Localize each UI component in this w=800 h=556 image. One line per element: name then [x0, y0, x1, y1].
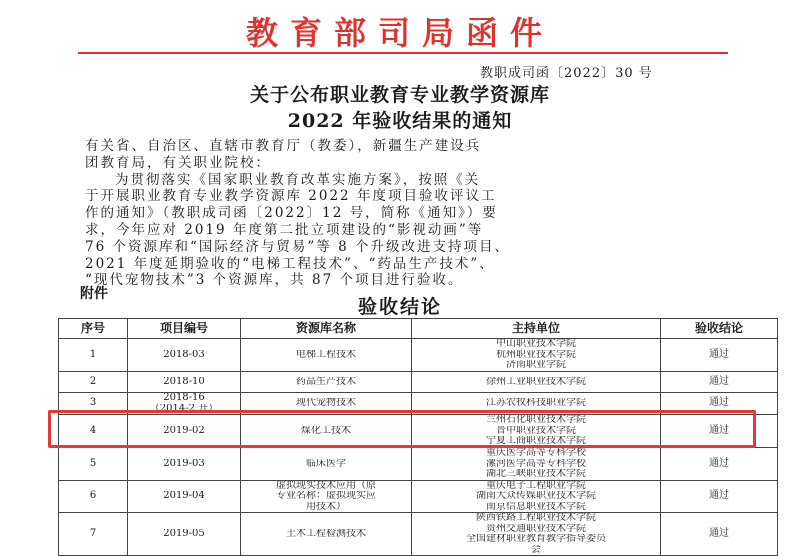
- cell-name-line: 电梯工程技术: [296, 349, 356, 360]
- cell-host: [412, 393, 661, 415]
- table-row: [59, 415, 778, 448]
- document-title-line-2: 2022 年验收结果的通知: [287, 110, 513, 132]
- cell-name-line: 专业名称：虚拟现实应: [276, 491, 376, 501]
- cell-host-line: 宁夏工商职业技术学院: [486, 436, 586, 447]
- cell-host-line: 湖北三峡职业技术学院: [486, 469, 586, 479]
- cell-name: [241, 415, 412, 448]
- cell-host-line: 会: [531, 544, 541, 555]
- cell-host-line: 晋中职业技术学院: [496, 425, 576, 436]
- cell-name-line: 药品生产技术: [296, 376, 356, 387]
- cell-result: 通过: [661, 513, 778, 556]
- cell-code: [128, 448, 241, 481]
- cell-no: 4: [59, 415, 128, 448]
- cell-host: [412, 480, 661, 513]
- cell-result: 通过: [661, 372, 778, 393]
- col-header-result: 验收结论: [661, 319, 778, 339]
- cell-code: [128, 372, 241, 393]
- cell-code-line: 2018-03: [163, 349, 205, 360]
- cell-name-line: 虚拟现实技术应用（原: [276, 480, 376, 491]
- cell-no: 1: [59, 339, 128, 372]
- cell-code-line: 2018-10: [163, 376, 205, 387]
- cell-code-line: 2019-05: [163, 528, 205, 539]
- cell-name: [241, 480, 412, 513]
- attachment-label: 附件: [80, 286, 108, 302]
- body-line: 于开展职业教育专业教学资源库 2022 年度项目验收评议工: [85, 188, 497, 205]
- cell-host-line: 徐州工业职业技术学院: [486, 376, 586, 387]
- cell-host-line: 中山职业技术学院: [496, 339, 576, 350]
- table-row: [59, 513, 778, 556]
- cell-code: [128, 339, 241, 372]
- cell-host-line: 湖南大众传媒职业技术学院: [476, 491, 596, 501]
- cell-code-line: （2014-2 升）: [149, 403, 219, 414]
- col-header-code: 项目编号: [128, 319, 241, 339]
- cell-name: [241, 393, 412, 415]
- cell-no: 3: [59, 393, 128, 415]
- table-row: [59, 480, 778, 513]
- table-header-row: [59, 319, 778, 339]
- cell-no: 2: [59, 372, 128, 393]
- cell-code: [128, 513, 241, 556]
- col-header-name: 资源库名称: [241, 319, 412, 339]
- cell-no: 7: [59, 513, 128, 556]
- cell-name: [241, 448, 412, 481]
- cell-name-line: 土木工程检测技术: [286, 528, 366, 539]
- cell-name-line: 现代宠物技术: [296, 398, 356, 409]
- document-title-line-1: 关于公布职业教育专业教学资源库: [249, 84, 550, 106]
- cell-name-line: 煤化工技术: [301, 425, 351, 436]
- cell-code: [128, 393, 241, 415]
- cell-name: [241, 339, 412, 372]
- body-line: 求，今年应对 2019 年度第二批立项建设的“影视动画”等: [85, 222, 484, 238]
- cell-no: 5: [59, 448, 128, 481]
- cell-host: [412, 513, 661, 556]
- body-line: 有关省、自治区、直辖市教育厅（教委），新疆生产建设兵: [85, 138, 482, 154]
- cell-result: 通过: [661, 339, 778, 372]
- cell-host-line: 漯河医学高等专科学校: [486, 458, 586, 469]
- cell-host-line: 江苏农牧科技职业学院: [486, 398, 586, 409]
- cell-result: 通过: [661, 448, 778, 481]
- cell-result: 通过: [661, 393, 778, 415]
- cell-host-line: 济南职业学院: [506, 360, 566, 371]
- acceptance-results-table: [58, 318, 778, 556]
- body-line: “现代宠物技术”3 个资源库，共 87 个项目进行验收。: [85, 272, 464, 289]
- cell-host-line: 陕西铁路工程职业技术学院: [476, 513, 596, 523]
- body-line: 团教育局，有关职业院校：: [85, 154, 271, 171]
- table-row: [59, 448, 778, 481]
- cell-host: [412, 415, 661, 448]
- cell-code-line: 2018-16: [163, 393, 205, 403]
- org-letterhead-title: 教育部司局函件: [245, 14, 554, 52]
- cell-name: [241, 513, 412, 556]
- document-number: 教职成司函〔2022〕30 号: [480, 66, 653, 81]
- body-line: 作的通知》（教职成司函〔2022〕12 号，简称《通知》）要: [85, 205, 498, 222]
- cell-code: [128, 480, 241, 513]
- col-header-no: 序号: [59, 319, 128, 339]
- cell-host-line: 杭州职业技术学院: [496, 349, 576, 360]
- cell-host: [412, 372, 661, 393]
- cell-code-line: 2019-02: [163, 425, 205, 436]
- cell-host: [412, 448, 661, 481]
- body-line: 为贯彻落实《国家职业教育改革实施方案》，按照《关: [115, 171, 481, 188]
- cell-code-line: 2019-03: [163, 458, 205, 469]
- letterhead-rule: [78, 52, 728, 54]
- cell-host-line: 南京信息职业技术学院: [486, 501, 586, 512]
- table-row: [59, 372, 778, 393]
- table-row: [59, 393, 778, 415]
- cell-result: 通过: [661, 480, 778, 513]
- cell-name: [241, 372, 412, 393]
- cell-host-line: 全国建材职业教育教学指导委员: [466, 534, 606, 544]
- cell-host-line: 重庆医学高等专科学校: [486, 448, 586, 458]
- cell-host-line: 兰州石化职业技术学院: [486, 415, 586, 426]
- table-row: [59, 339, 778, 372]
- cell-name-line: 用技术）: [306, 501, 346, 512]
- cell-host: [412, 339, 661, 372]
- cell-code-line: 2019-04: [163, 491, 205, 501]
- cell-host-line: 重庆电子工程职业学院: [486, 480, 586, 491]
- cell-name-line: 临床医学: [306, 458, 346, 469]
- col-header-host: 主持单位: [412, 319, 661, 339]
- body-line: 76 个资源库和“国际经济与贸易”等 8 个升级改进支持项目、: [85, 238, 510, 255]
- cell-host-line: 贵州交通职业技术学院: [486, 523, 586, 534]
- cell-result: 通过: [661, 415, 778, 448]
- table-title: 验收结论: [357, 296, 442, 318]
- cell-code: [128, 415, 241, 448]
- cell-no: 6: [59, 480, 128, 513]
- body-line: 2021 年度延期验收的“电梯工程技术”、“药品生产技术”、: [85, 255, 495, 272]
